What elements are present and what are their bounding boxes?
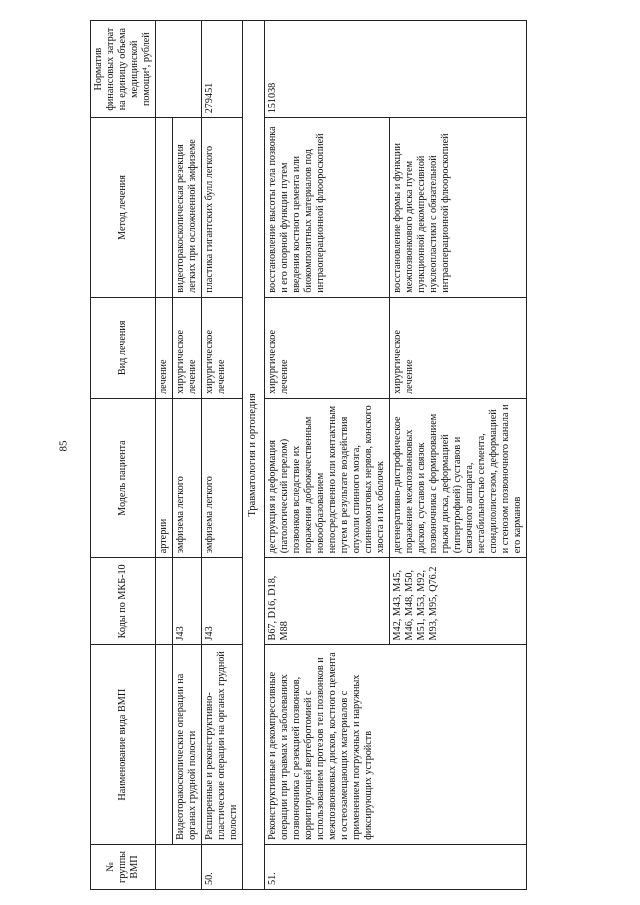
header-vmp-name: Наименование вида ВМП [91, 645, 156, 844]
header-treatment-method: Метод лечения [91, 118, 156, 297]
cell-cost [173, 21, 202, 118]
header-group-number: № группы ВМП [91, 844, 156, 889]
rotated-table-sheet [90, 20, 630, 890]
table-row [390, 21, 527, 890]
cell-method: восстановление формы и функции межпозвонкового диска путем пункционной декомпрессивной нуклеопластики с обязательной интраоперационной флюороскопией [390, 118, 527, 297]
cell-codes: J43 [202, 558, 243, 645]
table-row [202, 21, 243, 890]
table-row [156, 21, 173, 890]
cell-method [156, 118, 173, 297]
cell-name: Реконструктивные и декомпрессивные операции при травмах и заболеваниях позвоночника с резекцией позвонков, корригирующей вертебротомией с использованием протезов тел позвонков и межпозвонковых дисков, костного цемента и остеозамещающих материалов с применением погружных и наружных фиксирующих устройств [264, 645, 389, 844]
header-patient-model: Модель пациента [91, 398, 156, 557]
header-treatment-type: Вид лечения [91, 297, 156, 398]
cell-method: видеоторакоскопическая резекция легких при осложненной эмфиземе [173, 118, 202, 297]
cell-method: восстановление высоты тела позвонка и его опорной функции путем введения костного цемента или биокомпозитных материалов под интраоперационной флюороскопией [264, 118, 389, 297]
cell-type: лечение [156, 297, 173, 398]
cell-num: 50. [202, 844, 243, 889]
cell-type: хирургическое лечение [173, 297, 202, 398]
cell-num [156, 844, 173, 889]
cell-name: Видеоторакоскопические операции на органах грудной полости [173, 645, 202, 844]
cell-cost [390, 21, 527, 118]
cell-name [390, 645, 527, 844]
cell-model: дегенеративно-дистрофическое поражение межпозвонковых дисков, суставов и связок позвоночника с формированием грыжи диска, деформацией (гипертрофией) суставов и связочного аппарата, нестабильностью сегмента, спондилолистезом, деформацией и стенозом позвоночного канала и его карманов [390, 398, 527, 557]
cell-model: эмфизема легкого [202, 398, 243, 557]
cell-model: деструкция и деформация (патологический перелом) позвонков вследствие их поражения доброкачественным новообразованием непосредственно или контактным путем в результате воздействия опухоли спинного мозга, спинномозговых нервов, конского хвоста и их оболочек [264, 398, 389, 557]
table-row [173, 21, 202, 890]
cell-type: хирургическое лечение [390, 297, 527, 398]
cell-codes: M42, M43, M45, M46, M48, M50, M51, M53, M92, M93, M95, Q76.2 [390, 558, 527, 645]
cell-type: хирургическое лечение [264, 297, 389, 398]
page-number: 85 [57, 440, 70, 452]
cell-cost: 279451 [202, 21, 243, 118]
cell-method: пластика гигантских булл легкого [202, 118, 243, 297]
section-title: Травматология и ортопедия [243, 21, 264, 890]
cell-model: эмфизема легкого [173, 398, 202, 557]
vmp-table [90, 20, 527, 890]
cell-codes: J43 [173, 558, 202, 645]
header-icd-codes: Коды по МКБ-10 [91, 558, 156, 645]
cell-codes [156, 558, 173, 645]
cell-cost: 151038 [264, 21, 389, 118]
cell-num [173, 844, 202, 889]
cell-num [390, 844, 527, 889]
section-row [243, 21, 264, 890]
header-cost-standard: Норматив финансовых затрат на единицу объема медицинской помощи⁴, рублей [91, 21, 156, 118]
cell-model: артерии [156, 398, 173, 557]
cell-name: Расширенные и реконструктивно-пластические операции на органах грудной полости [202, 645, 243, 844]
cell-codes: B67, D16, D18, M88 [264, 558, 389, 645]
cell-type: хирургическое лечение [202, 297, 243, 398]
cell-cost [156, 21, 173, 118]
cell-name [156, 645, 173, 844]
table-row [264, 21, 389, 890]
table-header-row [91, 21, 156, 890]
cell-num: 51. [264, 844, 389, 889]
